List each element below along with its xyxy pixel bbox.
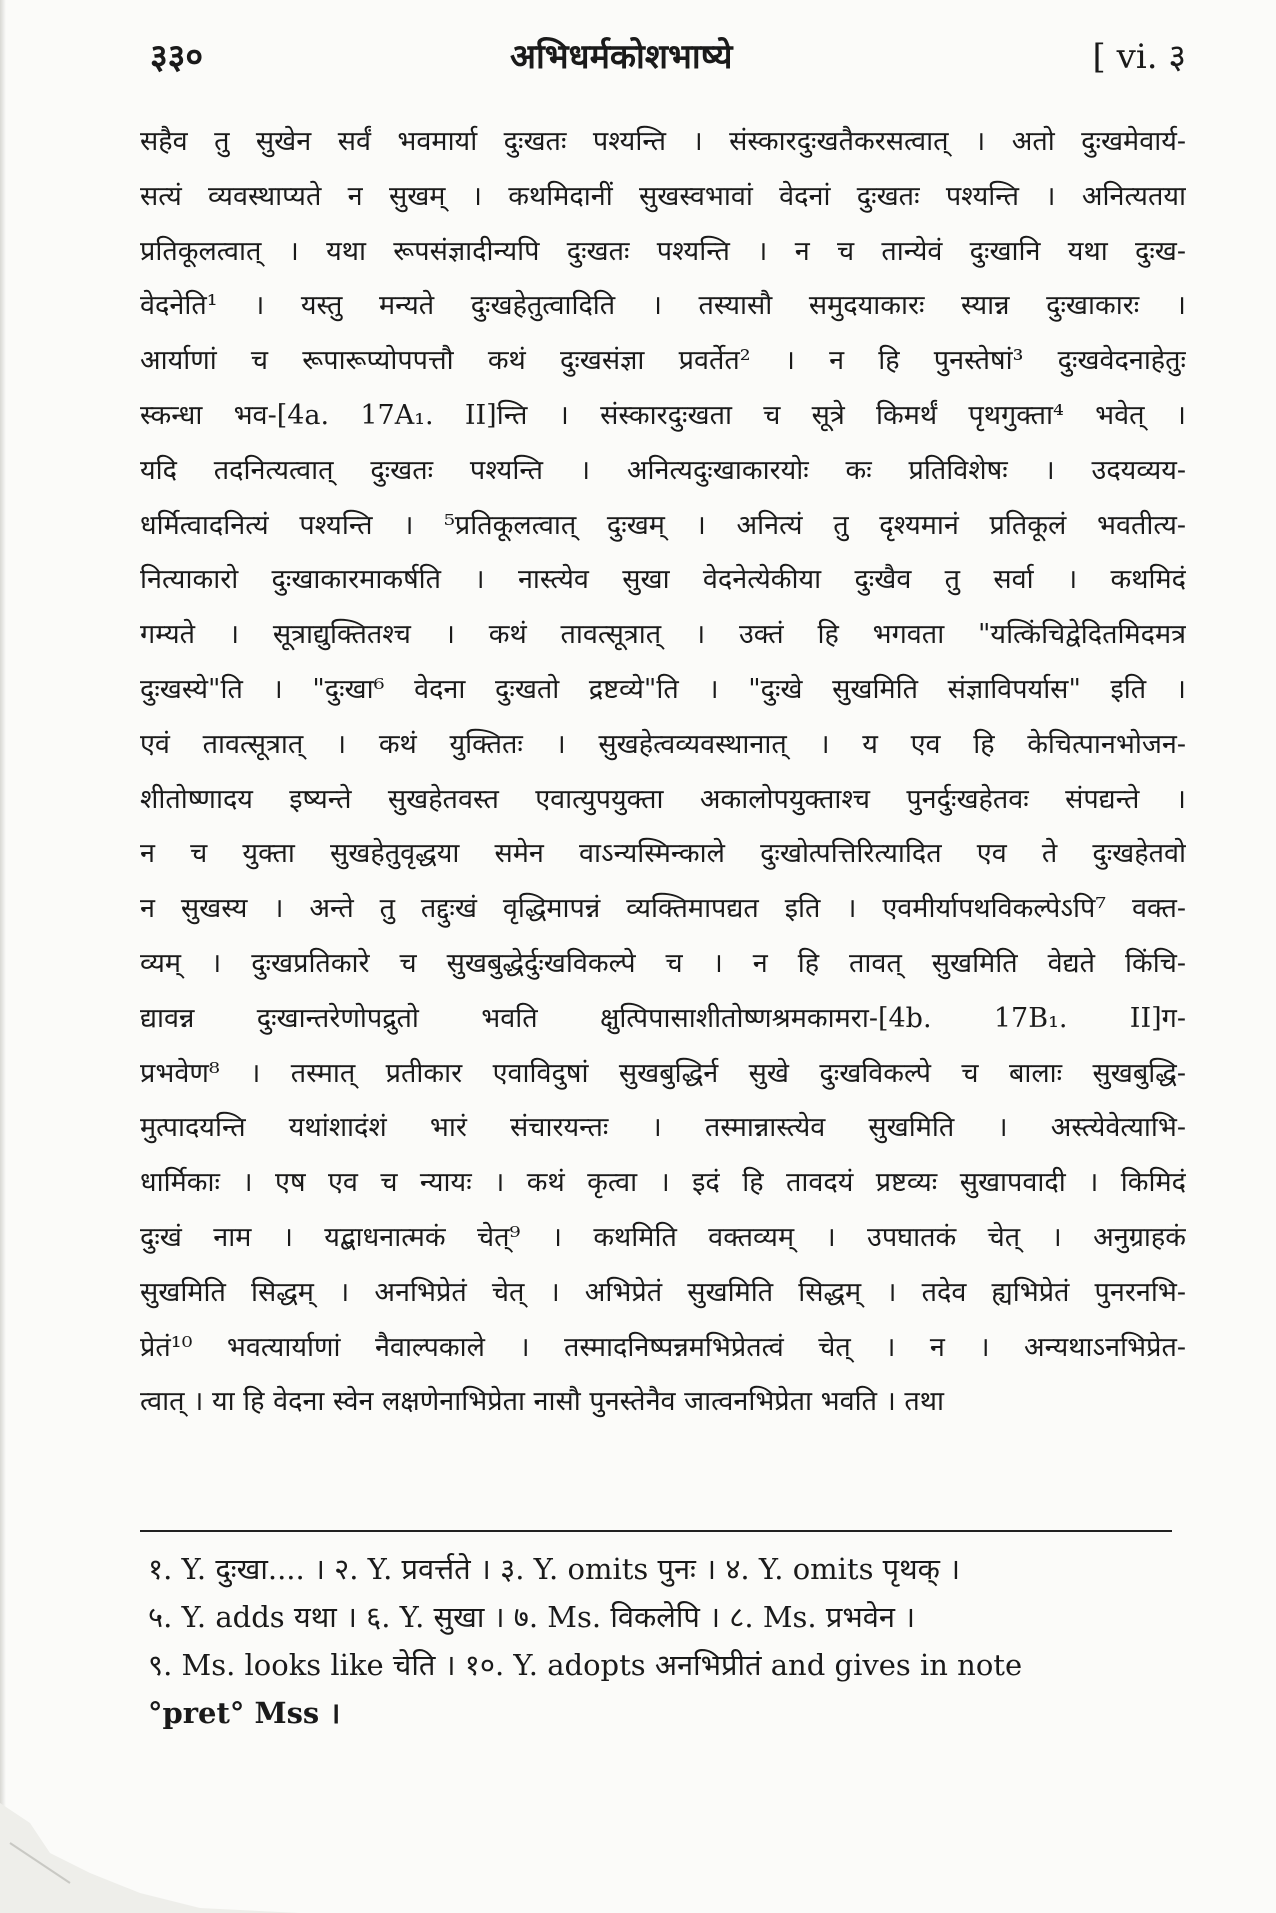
page-number: ३३० — [150, 37, 204, 77]
text-line: दुःखं नाम । यद्बाधनात्मकं चेत्⁹ । कथमिति वक्तव्यम् । उपघातकं चेत् । अनुग्राहकं — [140, 1221, 1186, 1253]
text-line: द्यावन्न दुःखान्तरेणोपद्रुतो भवति क्षुत्पिपासाशीतोष्णश्रमकामरा-[4b. 17B₁. II]ग- — [140, 1002, 1186, 1034]
page-corner-wear — [0, 1763, 300, 1913]
spine-shadow — [0, 0, 6, 1913]
footnote-divider — [140, 1530, 1172, 1532]
text-line: न सुखस्य । अन्ते तु तद्दुःखं वृद्धिमापन्नं व्यक्तिमापद्यत इति । एवमीर्यापथविकल्पेऽपि⁷ वक्त- — [140, 893, 1186, 925]
page-header — [150, 32, 1186, 94]
text-line: वेदनेति¹ । यस्तु मन्यते दुःखहेतुत्वादिति । तस्यासौ समुदयाकारः स्यान्न दुःखाकारः । — [140, 290, 1186, 322]
text-line: प्रभवेण⁸ । तस्मात् प्रतीकार एवाविदुषां सुखबुद्धिर्न सुखे दुःखविकल्पे च बालाः सुखबुद्धि- — [140, 1057, 1186, 1089]
text-line: दुःखस्ये"ति । "दुःखा⁶ वेदना दुःखतो द्रष्टव्ये"ति । "दुःखे सुखमिति संज्ञाविपर्यास" इति । — [140, 673, 1186, 705]
text-line: एवं तावत्सूत्रात् । कथं युक्तितः । सुखहेत्वव्यवस्थानात् । य एव हि केचित्पानभोजन- — [140, 728, 1186, 760]
footnote-line: °pret° Mss । — [148, 1696, 341, 1730]
text-line: यदि तदनित्यत्वात् दुःखतः पश्यन्ति । अनित्यदुःखाकारयोः कः प्रतिविशेषः । उदयव्यय- — [140, 454, 1186, 486]
text-line: धार्मिकाः । एष एव च न्यायः । कथं कृत्वा । इदं हि तावदयं प्रष्टव्यः सुखापवादी । किमिदं — [140, 1167, 1186, 1199]
text-line: शीतोष्णादय इष्यन्ते सुखहेतवस्त एवात्युपयुक्ता अकालोपयुक्ताश्च पुनर्दुःखहेतवः संपद्यन्ते । — [140, 783, 1186, 815]
text-line: मुत्पादयन्ति यथांशादंशं भारं संचारयन्तः । तस्मान्नास्त्येव सुखमिति । अस्त्येवेत्याभि- — [140, 1112, 1186, 1144]
running-title: अभिधर्मकोशभाष्ये — [510, 37, 733, 77]
text-line: न च युक्ता सुखहेतुवृद्धया समेन वाऽन्यस्मिन्काले दुःखोत्पत्तिरित्यादित एव ते दुःखहेतवो — [140, 838, 1186, 870]
text-line: आर्याणां च रूपारूप्योपपत्तौ कथं दुःखसंज्ञा प्रवर्तेत² । न हि पुनस्तेषां³ दुःखवेदनाहेतुः — [140, 345, 1186, 377]
text-line: धर्मित्वादनित्यं पश्यन्ति । ⁵प्रतिकूलत्वात् दुःखम् । अनित्यं तु दृश्यमानं प्रतिकूलं भवतीत्य- — [140, 509, 1186, 541]
footnote-line: ५. Y. adds यथा । ६. Y. सुखा । ७. Ms. विकलेपि । ८. Ms. प्रभवेन । — [148, 1600, 916, 1634]
text-line: गम्यते । सूत्राद्युक्तितश्च । कथं तावत्सूत्रात् । उक्तं हि भगवता "यत्किंचिद्वेदितमिदमत्र — [140, 619, 1186, 651]
text-line: सुखमिति सिद्धम् । अनभिप्रेतं चेत् । अभिप्रेतं सुखमिति सिद्धम् । तदेव ह्यभिप्रेतं पुनरनभि- — [140, 1276, 1186, 1308]
text-line: प्रतिकूलत्वात् । यथा रूपसंज्ञादीन्यपि दुःखतः पश्यन्ति । न च तान्येवं दुःखानि यथा दुःख- — [140, 235, 1186, 267]
text-line: त्वात् । या हि वेदना स्वेन लक्षणेनाभिप्रेता नासौ पुनस्तेनैव जात्वनभिप्रेता भवति । तथा — [140, 1386, 945, 1418]
text-line: सत्यं व्यवस्थाप्यते न सुखम् । कथमिदानीं सुखस्वभावां वेदनां दुःखतः पश्यन्ति । अनित्यतया — [140, 180, 1186, 212]
text-line: व्यम् । दुःखप्रतिकारे च सुखबुद्धेर्दुःखविकल्पे च । न हि तावत् सुखमिति वेद्यते किंचि- — [140, 947, 1186, 979]
text-line: प्रेतं¹⁰ भवत्यार्याणां नैवाल्पकाले । तस्मादनिष्पन्नमभिप्रेतत्वं चेत् । न । अन्यथाऽनभिप्रेत- — [140, 1331, 1186, 1363]
text-line: नित्याकारो दुःखाकारमाकर्षति । नास्त्येव सुखा वेदनेत्येकीया दुःखैव तु सर्वा । कथमिदं — [140, 564, 1186, 596]
footnote-line: ९. Ms. looks like चेति । १०. Y. adopts अनभिप्रीतं and gives in note — [148, 1648, 1023, 1682]
footnote-line: १. Y. दुःखा.... । २. Y. प्रवर्त्तते । ३. Y. omits पुनः । ४. Y. omits पृथक् । — [148, 1552, 961, 1586]
text-line: स्कन्धा भव-[4a. 17A₁. II]न्ति । संस्कारदुःखता च सूत्रे किमर्थं पृथगुक्ता⁴ भवेत् । — [140, 399, 1186, 431]
text-line: सहैव तु सुखेन सर्वं भवमार्या दुःखतः पश्यन्ति । संस्कारदुःखतैकरसत्वात् । अतो दुःखमेवार्य- — [140, 126, 1186, 157]
main-text-block — [140, 115, 1186, 1430]
footnotes — [148, 1545, 1188, 1737]
section-reference: [ vi. ३ — [1092, 37, 1186, 77]
